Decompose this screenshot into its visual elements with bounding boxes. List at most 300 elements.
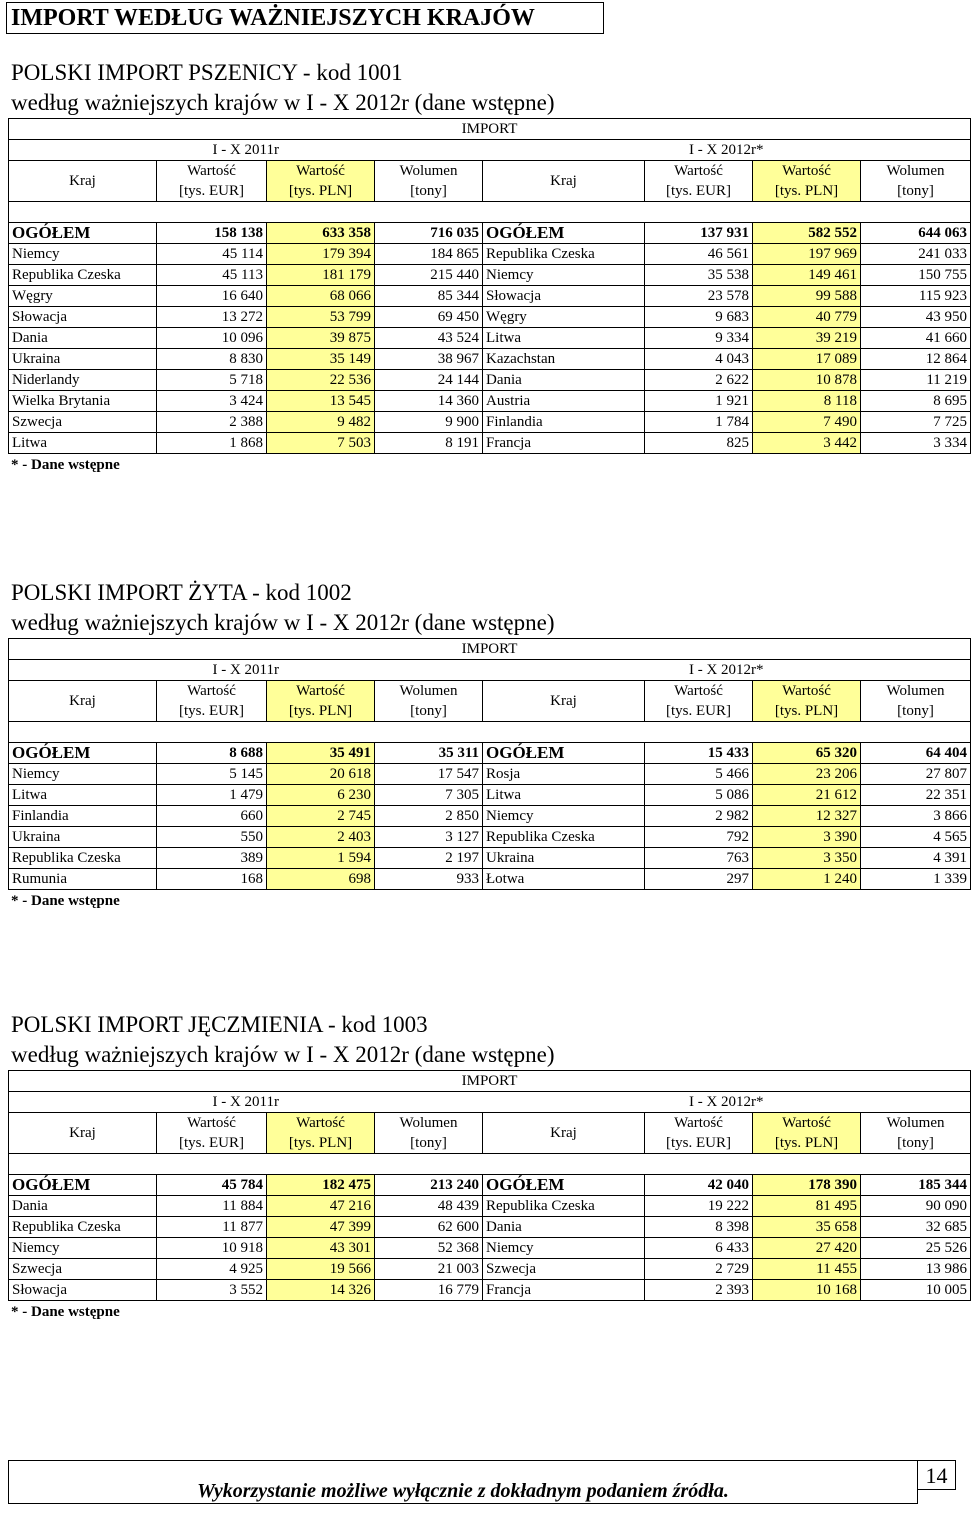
value-eur-cell: 1 479 [157, 785, 267, 806]
value-eur-cell: 13 272 [157, 307, 267, 328]
value-pln-cell: 7 490 [753, 412, 861, 433]
value-eur-cell: 10 918 [157, 1238, 267, 1259]
table-row [9, 764, 971, 785]
country-cell: Łotwa [483, 869, 645, 890]
section-title: POLSKI IMPORT ŻYTA - kod 1002 [11, 580, 352, 605]
value-eur-cell: 8 398 [645, 1217, 753, 1238]
import-table [8, 638, 971, 890]
header-spacer [9, 722, 971, 743]
col-header-volume [375, 681, 483, 722]
col-header-value-eur [157, 681, 267, 722]
volume-cell: 17 547 [375, 764, 483, 785]
value-eur-cell: 137 931 [645, 223, 753, 244]
table-row [9, 370, 971, 391]
col-header-line-1: Wolumen [886, 1115, 945, 1131]
value-pln-cell: 12 327 [753, 806, 861, 827]
value-eur-cell: 45 784 [157, 1175, 267, 1196]
col-header-value-pln [753, 681, 861, 722]
volume-cell: 8 695 [861, 391, 971, 412]
value-eur-cell: 15 433 [645, 743, 753, 764]
period-2011-header: I - X 2011r [9, 140, 483, 161]
volume-cell: 69 450 [375, 307, 483, 328]
col-header-value-pln [267, 161, 375, 202]
country-cell: Niemcy [483, 806, 645, 827]
table-row [9, 265, 971, 286]
value-pln-cell: 39 219 [753, 328, 861, 349]
volume-cell: 184 865 [375, 244, 483, 265]
table-row [9, 349, 971, 370]
volume-cell: 10 005 [861, 1280, 971, 1301]
value-pln-cell: 40 779 [753, 307, 861, 328]
import-section-3 [8, 1010, 968, 1323]
value-pln-cell: 3 350 [753, 848, 861, 869]
col-header-kraj: Kraj [9, 681, 157, 722]
country-cell: Dania [483, 1217, 645, 1238]
col-header-line-2: [tys. EUR] [666, 1135, 731, 1151]
value-eur-cell: 9 683 [645, 307, 753, 328]
volume-cell: 9 900 [375, 412, 483, 433]
country-cell: Republika Czeska [9, 1217, 157, 1238]
table-row [9, 806, 971, 827]
value-pln-cell: 81 495 [753, 1196, 861, 1217]
value-pln-cell: 99 588 [753, 286, 861, 307]
country-cell: Węgry [9, 286, 157, 307]
page-title: IMPORT WEDŁUG WAŻNIEJSZYCH KRAJÓW [6, 2, 604, 34]
country-cell: OGÓŁEM [9, 223, 157, 244]
col-header-line-2: [tys. PLN] [774, 183, 839, 199]
table-row [9, 1238, 971, 1259]
value-pln-cell: 53 799 [267, 307, 375, 328]
volume-cell: 48 439 [375, 1196, 483, 1217]
value-eur-cell: 3 424 [157, 391, 267, 412]
table-row [9, 244, 971, 265]
country-cell: Wielka Brytania [9, 391, 157, 412]
table-row [9, 848, 971, 869]
table-row [9, 827, 971, 848]
country-cell: Rosja [483, 764, 645, 785]
volume-cell: 16 779 [375, 1280, 483, 1301]
col-header-line-2: [tys. EUR] [666, 183, 731, 199]
volume-cell: 32 685 [861, 1217, 971, 1238]
value-pln-cell: 9 482 [267, 412, 375, 433]
col-header-line-2: [tys. PLN] [774, 703, 839, 719]
country-cell: Republika Czeska [483, 827, 645, 848]
volume-cell: 3 127 [375, 827, 483, 848]
country-cell: Niemcy [9, 1238, 157, 1259]
period-2012-header: I - X 2012r* [483, 1092, 971, 1113]
value-eur-cell: 297 [645, 869, 753, 890]
volume-cell: 27 807 [861, 764, 971, 785]
value-eur-cell: 158 138 [157, 223, 267, 244]
section-title: POLSKI IMPORT JĘCZMIENIA - kod 1003 [11, 1012, 428, 1037]
col-header-value-eur [157, 1113, 267, 1154]
volume-cell: 85 344 [375, 286, 483, 307]
country-cell: Francja [483, 433, 645, 454]
table-row [9, 869, 971, 890]
value-pln-cell: 2 745 [267, 806, 375, 827]
value-pln-cell: 20 618 [267, 764, 375, 785]
country-cell: Kazachstan [483, 349, 645, 370]
volume-cell: 35 311 [375, 743, 483, 764]
country-cell: Republika Czeska [9, 848, 157, 869]
volume-cell: 241 033 [861, 244, 971, 265]
value-pln-cell: 181 179 [267, 265, 375, 286]
value-eur-cell: 660 [157, 806, 267, 827]
country-cell: Ukraina [9, 827, 157, 848]
col-header-line-1: Wolumen [886, 163, 945, 179]
page-number: 14 [918, 1460, 956, 1490]
table-row [9, 328, 971, 349]
col-header-line-2: [tys. PLN] [774, 1135, 839, 1151]
col-header-line-2: [tys. EUR] [179, 183, 244, 199]
volume-cell: 25 526 [861, 1238, 971, 1259]
value-pln-cell: 197 969 [753, 244, 861, 265]
table-row [9, 391, 971, 412]
volume-cell: 43 524 [375, 328, 483, 349]
volume-cell: 14 360 [375, 391, 483, 412]
value-pln-cell: 582 552 [753, 223, 861, 244]
volume-cell: 4 391 [861, 848, 971, 869]
col-header-line-1: Wartość [782, 683, 831, 699]
col-header-value-eur [645, 1113, 753, 1154]
value-pln-cell: 11 455 [753, 1259, 861, 1280]
value-eur-cell: 5 086 [645, 785, 753, 806]
col-header-line-1: Wolumen [399, 1115, 458, 1131]
col-header-line-2: [tony] [410, 1135, 447, 1151]
table-row [9, 1196, 971, 1217]
value-pln-cell: 6 230 [267, 785, 375, 806]
value-pln-cell: 149 461 [753, 265, 861, 286]
value-eur-cell: 11 884 [157, 1196, 267, 1217]
volume-cell: 644 063 [861, 223, 971, 244]
value-pln-cell: 23 206 [753, 764, 861, 785]
col-header-line-1: Wartość [187, 163, 236, 179]
value-pln-cell: 68 066 [267, 286, 375, 307]
col-header-value-eur [645, 161, 753, 202]
country-cell: Litwa [9, 785, 157, 806]
value-pln-cell: 3 390 [753, 827, 861, 848]
col-header-line-1: Wartość [187, 1115, 236, 1131]
col-header-kraj: Kraj [483, 161, 645, 202]
country-cell: Francja [483, 1280, 645, 1301]
value-eur-cell: 9 334 [645, 328, 753, 349]
country-cell: Rumunia [9, 869, 157, 890]
col-header-volume [861, 681, 971, 722]
value-eur-cell: 35 538 [645, 265, 753, 286]
value-eur-cell: 1 921 [645, 391, 753, 412]
value-pln-cell: 2 403 [267, 827, 375, 848]
period-2011-header: I - X 2011r [9, 1092, 483, 1113]
value-eur-cell: 2 982 [645, 806, 753, 827]
volume-cell: 215 440 [375, 265, 483, 286]
value-eur-cell: 5 466 [645, 764, 753, 785]
country-cell: Niemcy [483, 1238, 645, 1259]
volume-cell: 24 144 [375, 370, 483, 391]
country-cell: Litwa [483, 785, 645, 806]
value-pln-cell: 27 420 [753, 1238, 861, 1259]
country-cell: OGÓŁEM [483, 1175, 645, 1196]
value-pln-cell: 43 301 [267, 1238, 375, 1259]
country-cell: Niemcy [483, 265, 645, 286]
col-header-line-1: Wartość [187, 683, 236, 699]
col-header-volume [375, 161, 483, 202]
value-pln-cell: 14 326 [267, 1280, 375, 1301]
total-row [9, 223, 971, 244]
value-eur-cell: 1 868 [157, 433, 267, 454]
col-header-line-2: [tony] [897, 1135, 934, 1151]
value-eur-cell: 11 877 [157, 1217, 267, 1238]
value-eur-cell: 2 729 [645, 1259, 753, 1280]
country-cell: Węgry [483, 307, 645, 328]
col-header-line-1: Wartość [296, 1115, 345, 1131]
country-cell: Słowacja [483, 286, 645, 307]
value-pln-cell: 8 118 [753, 391, 861, 412]
period-2012-header: I - X 2012r* [483, 140, 971, 161]
volume-cell: 716 035 [375, 223, 483, 244]
value-eur-cell: 168 [157, 869, 267, 890]
value-eur-cell: 8 688 [157, 743, 267, 764]
value-eur-cell: 389 [157, 848, 267, 869]
value-pln-cell: 47 216 [267, 1196, 375, 1217]
value-eur-cell: 10 096 [157, 328, 267, 349]
country-cell: Szwecja [483, 1259, 645, 1280]
country-cell: Dania [9, 1196, 157, 1217]
value-pln-cell: 19 566 [267, 1259, 375, 1280]
value-eur-cell: 8 830 [157, 349, 267, 370]
value-pln-cell: 182 475 [267, 1175, 375, 1196]
volume-cell: 933 [375, 869, 483, 890]
value-pln-cell: 1 240 [753, 869, 861, 890]
col-header-kraj: Kraj [483, 1113, 645, 1154]
value-eur-cell: 4 925 [157, 1259, 267, 1280]
volume-cell: 21 003 [375, 1259, 483, 1280]
import-header: IMPORT [9, 639, 971, 660]
col-header-line-2: [tys. EUR] [179, 703, 244, 719]
preliminary-data-note: * - Dane wstępne [11, 893, 120, 909]
col-header-value-pln [267, 681, 375, 722]
volume-cell: 13 986 [861, 1259, 971, 1280]
value-pln-cell: 65 320 [753, 743, 861, 764]
volume-cell: 41 660 [861, 328, 971, 349]
value-pln-cell: 3 442 [753, 433, 861, 454]
col-header-line-2: [tys. PLN] [288, 703, 353, 719]
value-pln-cell: 35 658 [753, 1217, 861, 1238]
source-footer: Wykorzystanie możliwe wyłącznie z dokładnym podaniem źródła. [8, 1460, 918, 1504]
header-spacer [9, 202, 971, 223]
country-cell: Litwa [9, 433, 157, 454]
value-eur-cell: 45 114 [157, 244, 267, 265]
country-cell: Litwa [483, 328, 645, 349]
value-pln-cell: 698 [267, 869, 375, 890]
country-cell: Szwecja [9, 412, 157, 433]
section-title: POLSKI IMPORT PSZENICY - kod 1001 [11, 60, 403, 85]
country-cell: Szwecja [9, 1259, 157, 1280]
value-eur-cell: 5 145 [157, 764, 267, 785]
volume-cell: 4 565 [861, 827, 971, 848]
country-cell: Niderlandy [9, 370, 157, 391]
preliminary-data-note: * - Dane wstępne [11, 457, 120, 473]
value-pln-cell: 35 491 [267, 743, 375, 764]
col-header-kraj: Kraj [483, 681, 645, 722]
col-header-value-eur [645, 681, 753, 722]
volume-cell: 52 368 [375, 1238, 483, 1259]
volume-cell: 11 219 [861, 370, 971, 391]
value-pln-cell: 10 168 [753, 1280, 861, 1301]
value-eur-cell: 6 433 [645, 1238, 753, 1259]
country-cell: Republika Czeska [483, 1196, 645, 1217]
volume-cell: 1 339 [861, 869, 971, 890]
value-pln-cell: 39 875 [267, 328, 375, 349]
value-eur-cell: 23 578 [645, 286, 753, 307]
table-row [9, 307, 971, 328]
volume-cell: 90 090 [861, 1196, 971, 1217]
preliminary-data-note: * - Dane wstępne [11, 1304, 120, 1320]
country-cell: OGÓŁEM [483, 223, 645, 244]
col-header-line-1: Wartość [674, 1115, 723, 1131]
col-header-line-2: [tony] [897, 183, 934, 199]
col-header-line-2: [tony] [897, 703, 934, 719]
col-header-line-1: Wartość [296, 683, 345, 699]
country-cell: Ukraina [9, 349, 157, 370]
volume-cell: 38 967 [375, 349, 483, 370]
country-cell: Ukraina [483, 848, 645, 869]
col-header-line-1: Wartość [782, 163, 831, 179]
volume-cell: 8 191 [375, 433, 483, 454]
value-pln-cell: 178 390 [753, 1175, 861, 1196]
value-eur-cell: 42 040 [645, 1175, 753, 1196]
value-pln-cell: 47 399 [267, 1217, 375, 1238]
value-pln-cell: 21 612 [753, 785, 861, 806]
col-header-value-pln [753, 1113, 861, 1154]
table-row [9, 785, 971, 806]
value-eur-cell: 5 718 [157, 370, 267, 391]
table-row [9, 286, 971, 307]
country-cell: Republika Czeska [483, 244, 645, 265]
col-header-line-1: Wolumen [399, 163, 458, 179]
volume-cell: 2 850 [375, 806, 483, 827]
col-header-kraj: Kraj [9, 1113, 157, 1154]
country-cell: OGÓŁEM [483, 743, 645, 764]
volume-cell: 115 923 [861, 286, 971, 307]
volume-cell: 213 240 [375, 1175, 483, 1196]
period-2011-header: I - X 2011r [9, 660, 483, 681]
col-header-line-1: Wartość [674, 683, 723, 699]
total-row [9, 743, 971, 764]
volume-cell: 3 866 [861, 806, 971, 827]
value-pln-cell: 17 089 [753, 349, 861, 370]
country-cell: Dania [483, 370, 645, 391]
country-cell: Austria [483, 391, 645, 412]
country-cell: Słowacja [9, 1280, 157, 1301]
value-eur-cell: 3 552 [157, 1280, 267, 1301]
volume-cell: 22 351 [861, 785, 971, 806]
table-row [9, 1280, 971, 1301]
col-header-line-2: [tys. PLN] [288, 183, 353, 199]
period-2012-header: I - X 2012r* [483, 660, 971, 681]
col-header-line-1: Wartość [782, 1115, 831, 1131]
value-pln-cell: 22 536 [267, 370, 375, 391]
value-pln-cell: 633 358 [267, 223, 375, 244]
col-header-line-1: Wolumen [399, 683, 458, 699]
country-cell: Republika Czeska [9, 265, 157, 286]
value-eur-cell: 4 043 [645, 349, 753, 370]
import-header: IMPORT [9, 1071, 971, 1092]
volume-cell: 43 950 [861, 307, 971, 328]
col-header-line-1: Wartość [674, 163, 723, 179]
country-cell: Finlandia [483, 412, 645, 433]
section-subtitle: według ważniejszych krajów w I - X 2012r (dane wstępne) [11, 90, 555, 115]
volume-cell: 62 600 [375, 1217, 483, 1238]
value-eur-cell: 19 222 [645, 1196, 753, 1217]
value-eur-cell: 825 [645, 433, 753, 454]
section-subtitle: według ważniejszych krajów w I - X 2012r (dane wstępne) [11, 1042, 555, 1067]
value-eur-cell: 45 113 [157, 265, 267, 286]
import-section-1 [8, 58, 968, 476]
value-eur-cell: 550 [157, 827, 267, 848]
volume-cell: 2 197 [375, 848, 483, 869]
table-row [9, 412, 971, 433]
col-header-line-2: [tys. EUR] [179, 1135, 244, 1151]
volume-cell: 12 864 [861, 349, 971, 370]
volume-cell: 64 404 [861, 743, 971, 764]
country-cell: OGÓŁEM [9, 743, 157, 764]
country-cell: OGÓŁEM [9, 1175, 157, 1196]
col-header-kraj: Kraj [9, 161, 157, 202]
value-pln-cell: 13 545 [267, 391, 375, 412]
value-eur-cell: 792 [645, 827, 753, 848]
header-spacer [9, 1154, 971, 1175]
country-cell: Finlandia [9, 806, 157, 827]
country-cell: Niemcy [9, 244, 157, 265]
col-header-value-pln [753, 161, 861, 202]
value-eur-cell: 2 393 [645, 1280, 753, 1301]
value-eur-cell: 16 640 [157, 286, 267, 307]
volume-cell: 3 334 [861, 433, 971, 454]
col-header-line-2: [tys. PLN] [288, 1135, 353, 1151]
country-cell: Dania [9, 328, 157, 349]
value-pln-cell: 10 878 [753, 370, 861, 391]
col-header-line-1: Wartość [296, 163, 345, 179]
col-header-line-1: Wolumen [886, 683, 945, 699]
value-pln-cell: 179 394 [267, 244, 375, 265]
total-row [9, 1175, 971, 1196]
section-subtitle: według ważniejszych krajów w I - X 2012r (dane wstępne) [11, 610, 555, 635]
table-row [9, 433, 971, 454]
col-header-line-2: [tys. EUR] [666, 703, 731, 719]
value-eur-cell: 763 [645, 848, 753, 869]
col-header-value-pln [267, 1113, 375, 1154]
table-row [9, 1259, 971, 1280]
value-eur-cell: 2 388 [157, 412, 267, 433]
col-header-volume [861, 1113, 971, 1154]
import-table [8, 1070, 971, 1301]
table-row [9, 1217, 971, 1238]
volume-cell: 7 725 [861, 412, 971, 433]
import-section-2 [8, 578, 968, 912]
country-cell: Niemcy [9, 764, 157, 785]
import-table [8, 118, 971, 454]
col-header-line-2: [tony] [410, 183, 447, 199]
col-header-value-eur [157, 161, 267, 202]
country-cell: Słowacja [9, 307, 157, 328]
col-header-line-2: [tony] [410, 703, 447, 719]
value-eur-cell: 46 561 [645, 244, 753, 265]
value-pln-cell: 7 503 [267, 433, 375, 454]
value-eur-cell: 1 784 [645, 412, 753, 433]
import-header: IMPORT [9, 119, 971, 140]
value-pln-cell: 1 594 [267, 848, 375, 869]
col-header-volume [861, 161, 971, 202]
